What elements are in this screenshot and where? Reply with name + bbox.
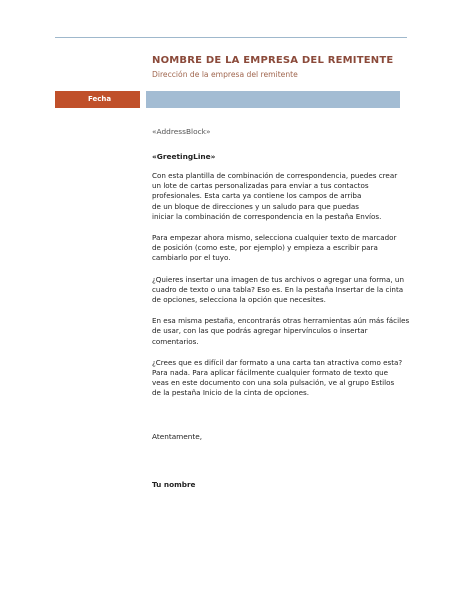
signature-name[interactable]: Tu nombre <box>152 480 196 489</box>
body-line: Para nada. Para aplicar fácilmente cualquier formato de texto que <box>152 368 389 378</box>
body-line: veas en este documento con una sola pulsación, ve al grupo Estilos <box>152 378 395 388</box>
body-line: En esa misma pestaña, encontrarás otras herramientas aún más fáciles <box>152 316 410 326</box>
body-line: Con esta plantilla de combinación de correspondencia, puedes crear <box>152 171 398 180</box>
closing-line[interactable]: Atentamente, <box>152 432 203 441</box>
body-paragraph[interactable] <box>152 275 412 306</box>
body-paragraph[interactable] <box>152 316 412 347</box>
body-line: comentarios. <box>152 336 199 346</box>
company-name[interactable]: NOMBRE DE LA EMPRESA DEL REMITENTE <box>152 55 394 66</box>
body-paragraph[interactable] <box>152 358 412 399</box>
body-line: iniciar la combinación de correspondencia en la pestaña Envíos. <box>152 211 382 221</box>
date-field[interactable]: Fecha <box>88 95 112 103</box>
greeting-line-field[interactable]: «GreetingLine» <box>152 152 216 161</box>
body-line: de usar, con las que podrás agregar hipervínculos o insertar <box>152 326 368 336</box>
body-line: de opciones, selecciona la opción que necesites. <box>152 295 326 305</box>
body-line: cambiarlo por el tuyo. <box>152 253 231 263</box>
decorative-blue-band <box>146 91 400 108</box>
body-paragraph[interactable] <box>152 171 412 222</box>
company-address[interactable]: Dirección de la empresa del remitente <box>152 70 298 79</box>
body-line: ¿Quieres insertar una imagen de tus archivos o agregar una forma, un <box>152 274 404 284</box>
body-line: un lote de cartas personalizadas para enviar a tus contactos <box>152 181 369 191</box>
letter-body <box>152 171 412 410</box>
body-line: Para empezar ahora mismo, selecciona cualquier texto de marcador <box>152 233 397 243</box>
body-line: cuadro de texto o una tabla? Eso es. En la pestaña Insertar de la cinta <box>152 284 404 294</box>
body-line: de posición (como este, por ejemplo) y empieza a escribir para <box>152 243 378 253</box>
address-block-field[interactable]: «AddressBlock» <box>152 127 211 136</box>
top-divider-line <box>55 37 407 38</box>
body-line: ¿Crees que es difícil dar formato a una carta tan atractiva como esta? <box>152 357 403 367</box>
body-line: de un bloque de direcciones y un saludo para que puedas <box>152 201 360 211</box>
body-line: de la pestaña Inicio de la cinta de opciones. <box>152 388 309 398</box>
body-paragraph[interactable] <box>152 233 412 264</box>
body-line: profesionales. Esta carta ya contiene los campos de arriba <box>152 191 362 201</box>
